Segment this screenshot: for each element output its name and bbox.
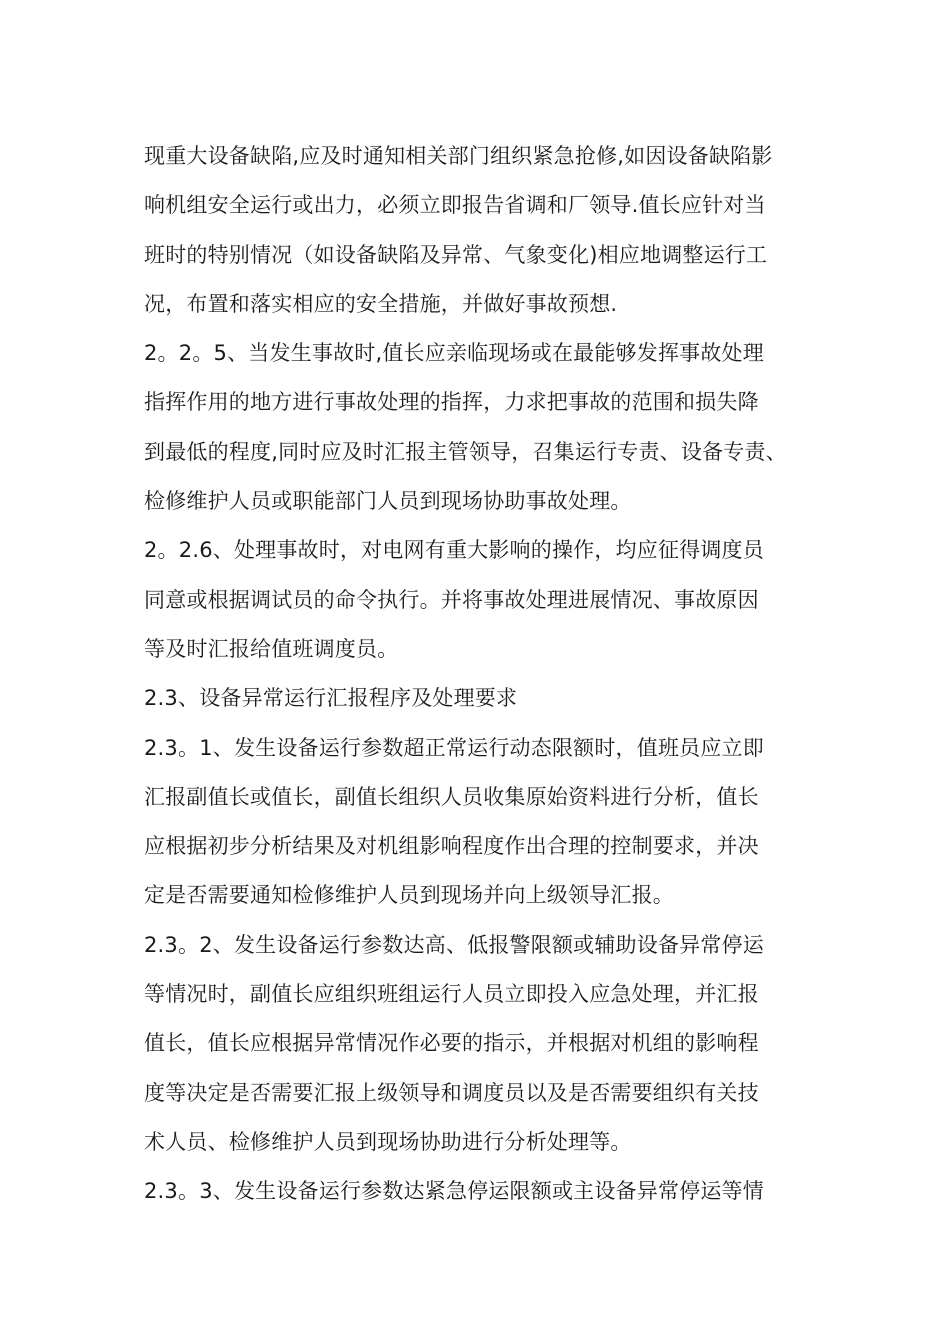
text-line: 等及时汇报给值班调度员。 bbox=[144, 636, 399, 661]
text-line: 响机组安全运行或出力，必须立即报告省调和厂领导.值长应针对当 bbox=[144, 193, 766, 218]
text-line: 2。2.6、处理事故时，对电网有重大影响的操作，均应征得调度员 bbox=[144, 538, 764, 563]
text-line: 指挥作用的地方进行事故处理的指挥，力求把事故的范围和损失降 bbox=[144, 390, 759, 415]
text-line: 定是否需要通知检修维护人员到现场并向上级领导汇报。 bbox=[144, 883, 674, 908]
text-line: 班时的特别情况（如设备缺陷及异常、气象变化)相应地调整运行工 bbox=[144, 242, 768, 267]
section-heading: 2.3、设备异常运行汇报程序及处理要求 bbox=[144, 686, 518, 711]
text-line: 汇报副值长或值长，副值长组织人员收集原始资料进行分析，值长 bbox=[144, 784, 759, 809]
text-line: 2。2。5、当发生事故时,值长应亲临现场或在最能够发挥事故处理 bbox=[144, 341, 764, 366]
text-line: 检修维护人员或职能部门人员到现场协助事故处理。 bbox=[144, 489, 632, 514]
text-line: 到最低的程度,同时应及时汇报主管领导，召集运行专责、设备专责、 bbox=[144, 439, 787, 464]
text-line: 值长，值长应根据异常情况作必要的指示，并根据对机组的影响程 bbox=[144, 1031, 759, 1056]
text-line: 术人员、检修维护人员到现场协助进行分析处理等。 bbox=[144, 1129, 632, 1154]
text-line: 现重大设备缺陷,应及时通知相关部门组织紧急抢修,如因设备缺陷影 bbox=[144, 144, 773, 168]
text-line: 2.3。1、发生设备运行参数超正常运行动态限额时，值班员应立即 bbox=[144, 735, 764, 760]
document-body bbox=[144, 132, 824, 1217]
text-line: 同意或根据调试员的命令执行。并将事故处理进展情况、事故原因 bbox=[144, 587, 759, 612]
text-line: 度等决定是否需要汇报上级领导和调度员以及是否需要组织有关技 bbox=[144, 1080, 759, 1105]
text-line: 应根据初步分析结果及对机组影响程度作出合理的控制要求，并决 bbox=[144, 834, 759, 859]
text-line: 等情况时，副值长应组织班组运行人员立即投入应急处理，并汇报 bbox=[144, 982, 759, 1007]
text-line: 况，布置和落实相应的安全措施，并做好事故预想. bbox=[144, 291, 618, 316]
text-line: 2.3。3、发生设备运行参数达紧急停运限额或主设备异常停运等情 bbox=[144, 1179, 764, 1204]
text-line: 2.3。2、发生设备运行参数达高、低报警限额或辅助设备异常停运 bbox=[144, 932, 764, 957]
